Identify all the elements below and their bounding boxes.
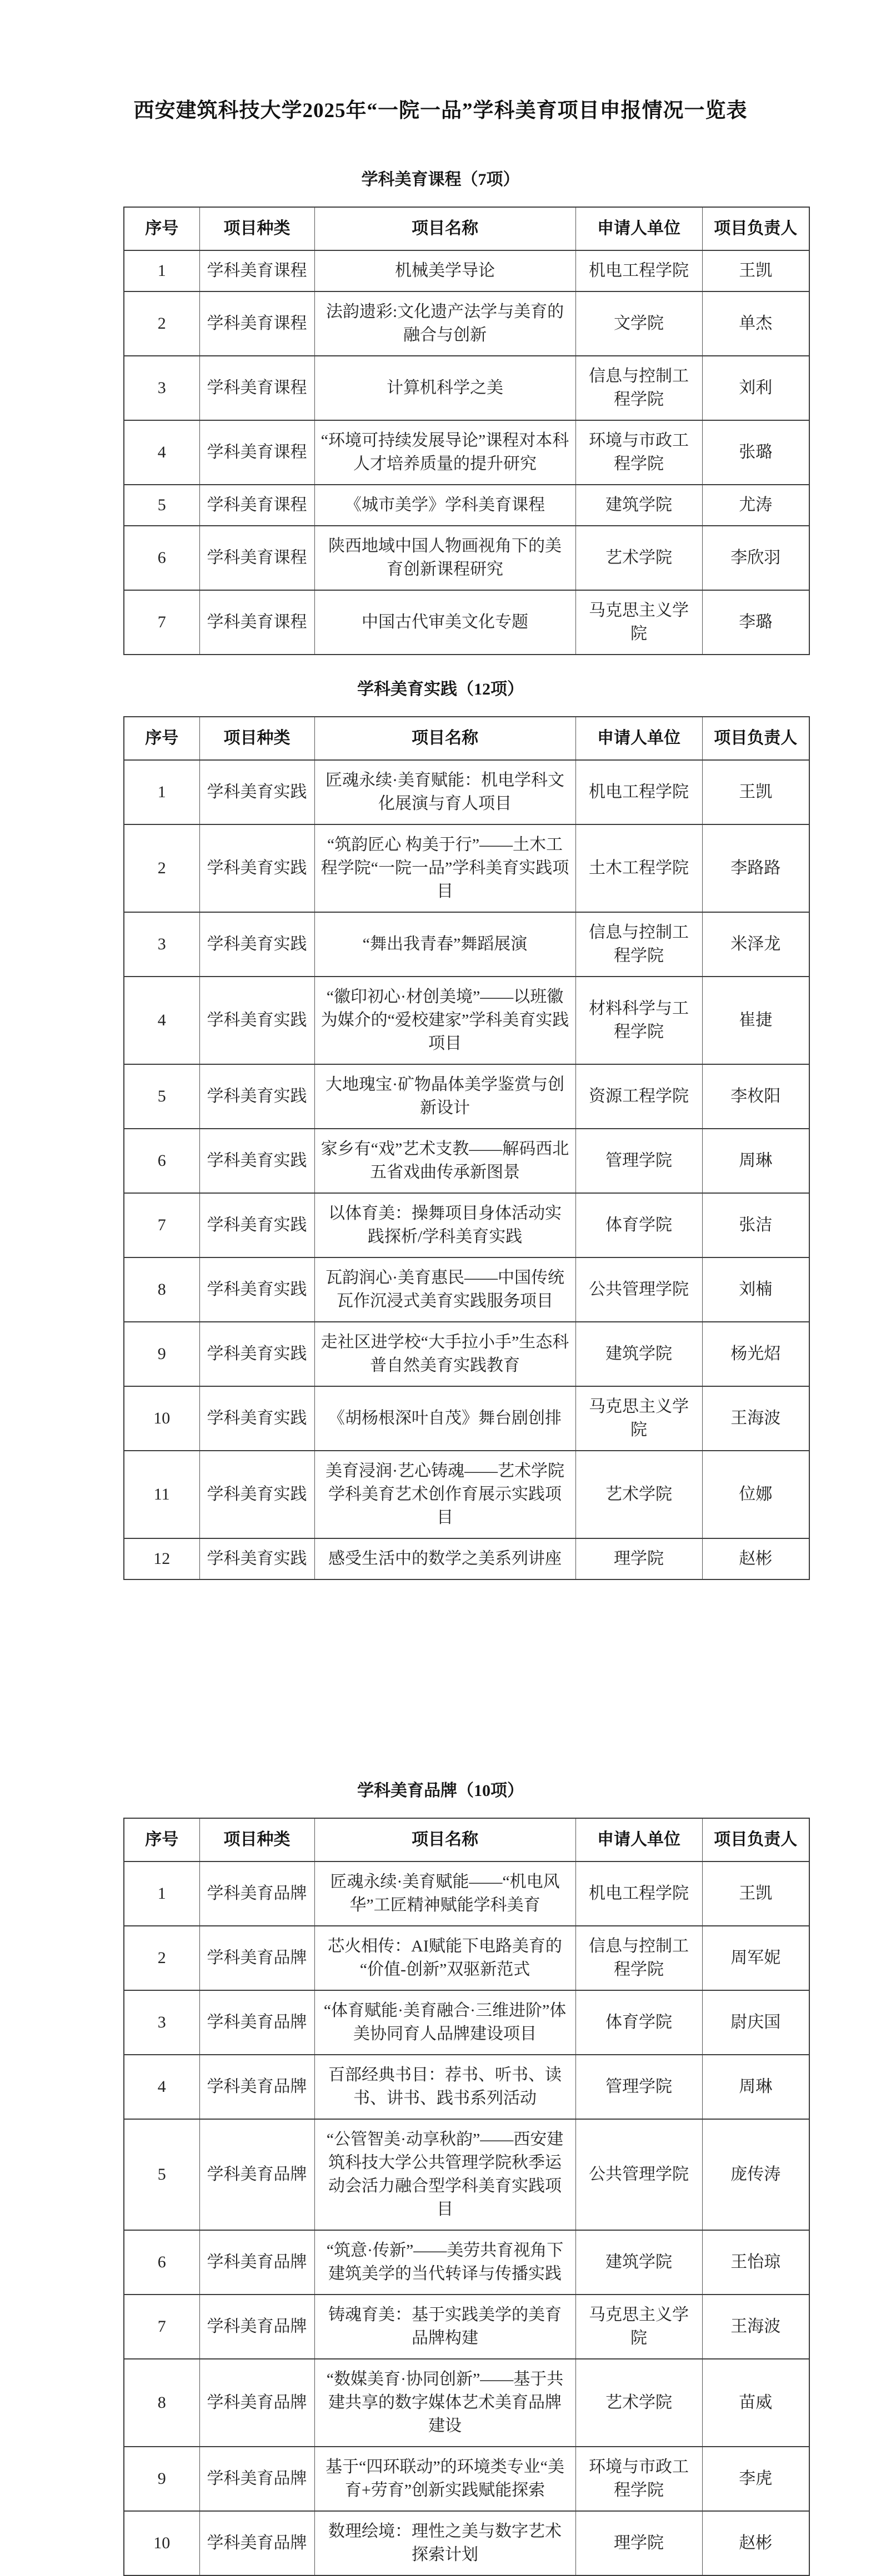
column-header: 项目种类 (199, 1818, 314, 1861)
table-row (124, 2230, 809, 2295)
table-row (124, 1193, 809, 1257)
cell-name: 机械美学导论 (314, 250, 575, 291)
cell-leader: 王海波 (702, 1386, 809, 1451)
cell-name: 中国古代审美文化专题 (314, 590, 575, 655)
cell-type: 学科美育实践 (199, 760, 314, 824)
cell-leader: 刘利 (702, 356, 809, 420)
cell-unit: 建筑学院 (575, 485, 702, 526)
cell-unit: 管理学院 (575, 1129, 702, 1193)
cell-leader: 李枚阳 (702, 1064, 809, 1129)
section-courses (0, 165, 881, 655)
cell-name: 铸魂育美：基于实践美学的美育品牌构建 (314, 2295, 575, 2359)
cell-name: 匠魂永续·美育赋能：机电学科文化展演与育人项目 (314, 760, 575, 824)
cell-type: 学科美育课程 (199, 291, 314, 356)
table-row (124, 1322, 809, 1386)
cell-leader: 崔捷 (702, 977, 809, 1064)
cell-no: 4 (124, 420, 199, 485)
cell-no: 1 (124, 1861, 199, 1926)
cell-leader: 李璐 (702, 590, 809, 655)
cell-type: 学科美育品牌 (199, 1990, 314, 2055)
projects-table-practice (123, 716, 810, 1580)
cell-unit: 公共管理学院 (575, 1257, 702, 1322)
cell-unit: 理学院 (575, 2511, 702, 2575)
column-header: 项目种类 (199, 717, 314, 760)
table-row (124, 1818, 809, 1861)
cell-type: 学科美育品牌 (199, 1861, 314, 1926)
cell-leader: 李路路 (702, 824, 809, 912)
cell-unit: 材料科学与工程学院 (575, 977, 702, 1064)
cell-name: 大地瑰宝·矿物晶体美学鉴赏与创新设计 (314, 1064, 575, 1129)
cell-leader: 尉庆国 (702, 1990, 809, 2055)
cell-leader: 李虎 (702, 2447, 809, 2511)
cell-no: 2 (124, 291, 199, 356)
table-row (124, 526, 809, 590)
cell-unit: 管理学院 (575, 2055, 702, 2119)
cell-name: “徽印初心·材创美境”——以班徽为媒介的“爱校建家”学科美育实践项目 (314, 977, 575, 1064)
projects-table-brand (123, 1818, 810, 2576)
page-break-gap (0, 1580, 881, 1757)
table-row (124, 1861, 809, 1926)
table-body (124, 1861, 809, 2575)
cell-unit: 信息与控制工程学院 (575, 1926, 702, 1990)
cell-unit: 环境与市政工程学院 (575, 420, 702, 485)
table-row (124, 2055, 809, 2119)
cell-unit: 信息与控制工程学院 (575, 912, 702, 977)
cell-name: “公管智美·动享秋韵”——西安建筑科技大学公共管理学院秋季运动会活力融合型学科美育实践项目 (314, 2119, 575, 2230)
cell-no: 2 (124, 1926, 199, 1990)
table-row (124, 1451, 809, 1538)
cell-name: 走社区进学校“大手拉小手”生态科普自然美育实践教育 (314, 1322, 575, 1386)
cell-unit: 马克思主义学院 (575, 2295, 702, 2359)
column-header: 项目负责人 (702, 717, 809, 760)
cell-no: 3 (124, 912, 199, 977)
cell-leader: 周琳 (702, 1129, 809, 1193)
cell-leader: 王凯 (702, 250, 809, 291)
column-header: 项目名称 (314, 717, 575, 760)
cell-type: 学科美育实践 (199, 1129, 314, 1193)
cell-no: 7 (124, 2295, 199, 2359)
cell-name: 《胡杨根深叶自茂》舞台剧创排 (314, 1386, 575, 1451)
cell-name: 百部经典书目：荐书、听书、读书、讲书、践书系列活动 (314, 2055, 575, 2119)
cell-type: 学科美育课程 (199, 356, 314, 420)
cell-no: 7 (124, 590, 199, 655)
cell-no: 5 (124, 1064, 199, 1129)
section-heading-brand: 学科美育品牌（10项） (357, 1782, 524, 1800)
cell-name: 瓦韵润心·美育惠民——中国传统瓦作沉浸式美育实践服务项目 (314, 1257, 575, 1322)
cell-no: 6 (124, 1129, 199, 1193)
cell-no: 11 (124, 1451, 199, 1538)
cell-leader: 王凯 (702, 1861, 809, 1926)
cell-leader: 刘楠 (702, 1257, 809, 1322)
cell-name: “舞出我青春”舞蹈展演 (314, 912, 575, 977)
cell-type: 学科美育品牌 (199, 2295, 314, 2359)
cell-type: 学科美育实践 (199, 1538, 314, 1579)
cell-unit: 理学院 (575, 1538, 702, 1579)
cell-leader: 李欣羽 (702, 526, 809, 590)
cell-name: 《城市美学》学科美育课程 (314, 485, 575, 526)
cell-no: 6 (124, 2230, 199, 2295)
cell-unit: 建筑学院 (575, 1322, 702, 1386)
cell-unit: 信息与控制工程学院 (575, 356, 702, 420)
table-row (124, 824, 809, 912)
cell-unit: 马克思主义学院 (575, 590, 702, 655)
table-row (124, 1990, 809, 2055)
cell-no: 10 (124, 1386, 199, 1451)
cell-type: 学科美育课程 (199, 526, 314, 590)
cell-type: 学科美育品牌 (199, 2119, 314, 2230)
cell-leader: 王怡琼 (702, 2230, 809, 2295)
cell-leader: 尤涛 (702, 485, 809, 526)
cell-leader: 张璐 (702, 420, 809, 485)
cell-leader: 张洁 (702, 1193, 809, 1257)
table-body (124, 760, 809, 1579)
cell-no: 1 (124, 250, 199, 291)
cell-name: “筑意·传新”——美劳共育视角下建筑美学的当代转译与传播实践 (314, 2230, 575, 2295)
cell-no: 9 (124, 2447, 199, 2511)
cell-type: 学科美育品牌 (199, 2447, 314, 2511)
table-row (124, 2119, 809, 2230)
table-row (124, 2295, 809, 2359)
cell-unit: 文学院 (575, 291, 702, 356)
cell-no: 2 (124, 824, 199, 912)
table-row (124, 2359, 809, 2447)
cell-type: 学科美育品牌 (199, 2055, 314, 2119)
table-row (124, 912, 809, 977)
cell-name: 基于“四环联动”的环境类专业“美育+劳育”创新实践赋能探索 (314, 2447, 575, 2511)
column-header: 项目名称 (314, 1818, 575, 1861)
cell-unit: 机电工程学院 (575, 250, 702, 291)
column-header: 序号 (124, 1818, 199, 1861)
cell-no: 3 (124, 1990, 199, 2055)
cell-leader: 苗威 (702, 2359, 809, 2447)
cell-type: 学科美育实践 (199, 977, 314, 1064)
column-header: 项目负责人 (702, 1818, 809, 1861)
cell-unit: 艺术学院 (575, 1451, 702, 1538)
cell-name: “体育赋能·美育融合·三维进阶”体美协同育人品牌建设项目 (314, 1990, 575, 2055)
cell-unit: 机电工程学院 (575, 1861, 702, 1926)
cell-leader: 米泽龙 (702, 912, 809, 977)
table-row (124, 2447, 809, 2511)
cell-no: 3 (124, 356, 199, 420)
page-title: 西安建筑科技大学2025年“一院一品”学科美育项目申报情况一览表 (133, 99, 748, 122)
table-row (124, 1926, 809, 1990)
cell-type: 学科美育课程 (199, 420, 314, 485)
cell-type: 学科美育品牌 (199, 2511, 314, 2575)
cell-type: 学科美育实践 (199, 912, 314, 977)
cell-leader: 周军妮 (702, 1926, 809, 1990)
cell-unit: 建筑学院 (575, 2230, 702, 2295)
cell-name: 家乡有“戏”艺术支教——解码西北五省戏曲传承新图景 (314, 1129, 575, 1193)
column-header: 序号 (124, 717, 199, 760)
column-header: 项目负责人 (702, 207, 809, 250)
cell-name: 计算机科学之美 (314, 356, 575, 420)
cell-leader: 王海波 (702, 2295, 809, 2359)
cell-unit: 艺术学院 (575, 2359, 702, 2447)
cell-unit: 公共管理学院 (575, 2119, 702, 2230)
cell-name: 芯火相传：AI赋能下电路美育的“价值-创新”双驱新范式 (314, 1926, 575, 1990)
table-row (124, 356, 809, 420)
table-row (124, 590, 809, 655)
cell-name: 以体育美：操舞项目身体活动实践探析/学科美育实践 (314, 1193, 575, 1257)
section-practice (0, 675, 881, 1580)
cell-name: 美育浸润·艺心铸魂——艺术学院学科美育艺术创作育展示实践项目 (314, 1451, 575, 1538)
table-row (124, 717, 809, 760)
cell-type: 学科美育实践 (199, 1322, 314, 1386)
cell-leader: 赵彬 (702, 1538, 809, 1579)
column-header: 项目名称 (314, 207, 575, 250)
cell-no: 4 (124, 2055, 199, 2119)
cell-leader: 周琳 (702, 2055, 809, 2119)
table-row (124, 2511, 809, 2575)
cell-type: 学科美育品牌 (199, 2230, 314, 2295)
cell-type: 学科美育实践 (199, 1451, 314, 1538)
column-header: 序号 (124, 207, 199, 250)
table-body (124, 250, 809, 655)
cell-name: “筑韵匠心 构美于行”——土木工程学院“一院一品”学科美育实践项目 (314, 824, 575, 912)
cell-type: 学科美育课程 (199, 485, 314, 526)
table-row (124, 1257, 809, 1322)
cell-unit: 环境与市政工程学院 (575, 2447, 702, 2511)
cell-unit: 资源工程学院 (575, 1064, 702, 1129)
cell-leader: 庞传涛 (702, 2119, 809, 2230)
cell-no: 8 (124, 1257, 199, 1322)
cell-no: 9 (124, 1322, 199, 1386)
cell-no: 5 (124, 2119, 199, 2230)
cell-name: 匠魂永续·美育赋能——“机电风华”工匠精神赋能学科美育 (314, 1861, 575, 1926)
cell-type: 学科美育课程 (199, 590, 314, 655)
cell-no: 12 (124, 1538, 199, 1579)
cell-name: “数媒美育·协同创新”——基于共建共享的数字媒体艺术美育品牌建设 (314, 2359, 575, 2447)
table-row (124, 207, 809, 250)
cell-leader: 赵彬 (702, 2511, 809, 2575)
cell-type: 学科美育实践 (199, 1257, 314, 1322)
cell-type: 学科美育实践 (199, 1064, 314, 1129)
cell-unit: 体育学院 (575, 1990, 702, 2055)
table-header-row (124, 1818, 809, 1861)
cell-name: 陕西地域中国人物画视角下的美育创新课程研究 (314, 526, 575, 590)
cell-no: 1 (124, 760, 199, 824)
section-brand (0, 1777, 881, 2576)
table-row (124, 760, 809, 824)
cell-leader: 位娜 (702, 1451, 809, 1538)
cell-no: 7 (124, 1193, 199, 1257)
column-header: 项目种类 (199, 207, 314, 250)
cell-type: 学科美育课程 (199, 250, 314, 291)
section-heading-practice: 学科美育实践（12项） (357, 680, 524, 698)
cell-no: 8 (124, 2359, 199, 2447)
cell-no: 4 (124, 977, 199, 1064)
cell-name: 感受生活中的数学之美系列讲座 (314, 1538, 575, 1579)
column-header: 申请人单位 (575, 1818, 702, 1861)
cell-leader: 单杰 (702, 291, 809, 356)
table-row (124, 1129, 809, 1193)
table-row (124, 1538, 809, 1579)
table-header-row (124, 717, 809, 760)
cell-type: 学科美育实践 (199, 1193, 314, 1257)
table-row (124, 1386, 809, 1451)
cell-name: 数理绘境：理性之美与数字艺术探索计划 (314, 2511, 575, 2575)
cell-type: 学科美育实践 (199, 1386, 314, 1451)
table-row (124, 977, 809, 1064)
cell-leader: 杨光炤 (702, 1322, 809, 1386)
column-header: 申请人单位 (575, 717, 702, 760)
cell-unit: 马克思主义学院 (575, 1386, 702, 1451)
projects-table-courses (123, 207, 810, 655)
cell-type: 学科美育品牌 (199, 2359, 314, 2447)
cell-leader: 王凯 (702, 760, 809, 824)
cell-name: 法韵遗彩:文化遗产法学与美育的融合与创新 (314, 291, 575, 356)
table-header-row (124, 207, 809, 250)
table-row (124, 485, 809, 526)
table-row (124, 250, 809, 291)
cell-no: 6 (124, 526, 199, 590)
table-row (124, 420, 809, 485)
cell-no: 5 (124, 485, 199, 526)
table-row (124, 1064, 809, 1129)
cell-unit: 土木工程学院 (575, 824, 702, 912)
section-heading-courses: 学科美育课程（7项） (361, 170, 520, 189)
cell-type: 学科美育品牌 (199, 1926, 314, 1990)
column-header: 申请人单位 (575, 207, 702, 250)
cell-unit: 机电工程学院 (575, 760, 702, 824)
cell-type: 学科美育实践 (199, 824, 314, 912)
cell-unit: 艺术学院 (575, 526, 702, 590)
table-row (124, 291, 809, 356)
cell-no: 10 (124, 2511, 199, 2575)
cell-unit: 体育学院 (575, 1193, 702, 1257)
cell-name: “环境可持续发展导论”课程对本科人才培养质量的提升研究 (314, 420, 575, 485)
